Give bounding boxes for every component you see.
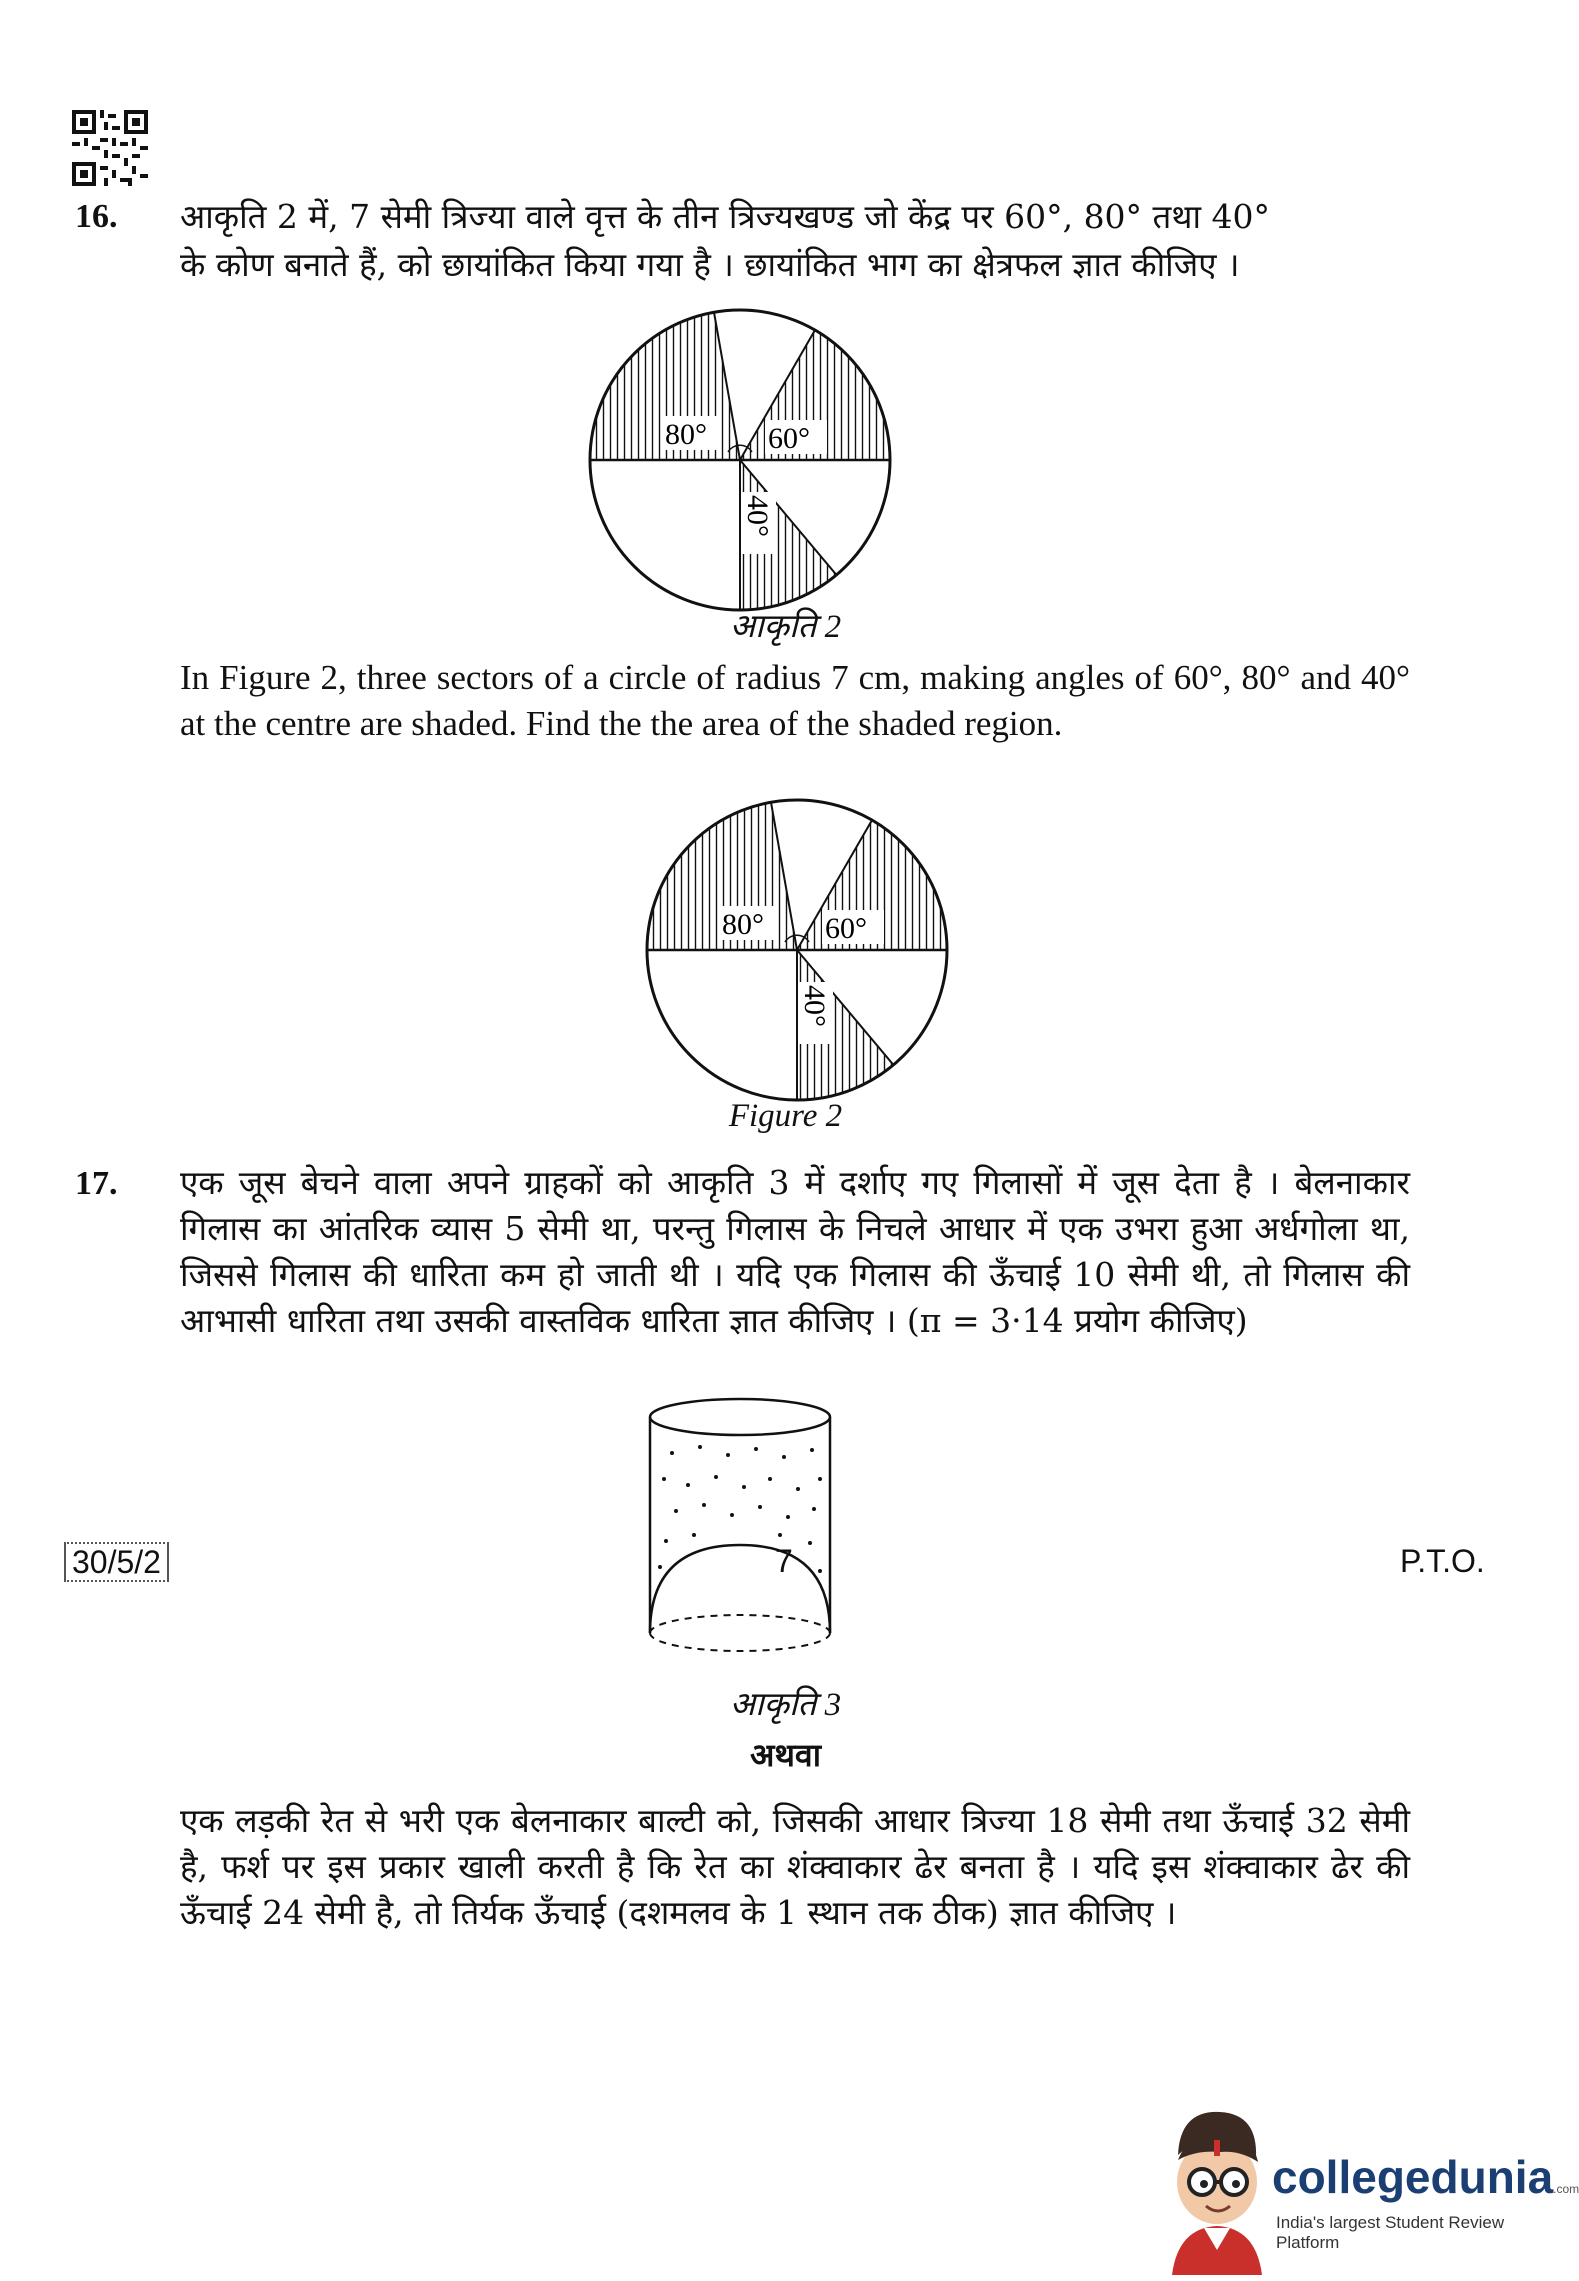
angle-label-60: 60° — [768, 422, 810, 455]
mascot-logo-icon — [1160, 2100, 1270, 2275]
brand-wordmark — [1272, 2150, 1579, 2204]
figure-3-caption: आकृति 3 — [729, 1687, 842, 1723]
q16-hindi-line-1: आकृति 2 में, 7 सेमी त्रिज्या वाले वृत्त के तीन त्रिज्यखण्ड जो केंद्र पर 60°, 80° तथा 40° — [180, 197, 1270, 236]
or-heading: अथवा — [750, 1736, 821, 1774]
qr-code-icon — [72, 110, 148, 186]
question-number-16: 16. — [75, 198, 118, 235]
figure-2-caption-english: Figure 2 — [728, 1098, 843, 1134]
angle-label-40: 40° — [741, 495, 774, 537]
angle-label-80-en: 80° — [722, 908, 764, 941]
angle-label-60-en: 60° — [825, 912, 867, 945]
glass-figure — [630, 1395, 850, 1660]
q17-hindi-text: एक जूस बेचने वाला अपने ग्राहकों को आकृति 3 में दर्शाए गए गिलासों में जूस देता है । बेलनाकार गिलास का आंतरिक व्यास 5 सेमी था, परन्तु गिलास के निचले आधार में एक उभरा हुआ अर्धगोला था, जिससे गिलास की धारिता कम हो जाती थी । यदि एक गिलास की ऊँचाई 10 सेमी थी, तो गिलास की आभासी धारिता तथा उसकी वास्तविक धारिता ज्ञात कीजिए । (π = 3·14 प्रयोग कीजिए) — [180, 1163, 1410, 1340]
brand-tagline: India's largest Student Review Platform — [1276, 2213, 1505, 2252]
page-number: 7 — [775, 1543, 793, 1579]
sector-figure-english — [647, 800, 947, 1100]
pto-label: P.T.O. — [1400, 1543, 1485, 1579]
angle-label-40-en: 40° — [798, 985, 831, 1027]
question-number-17: 17. — [75, 1165, 118, 1202]
angle-label-80: 80° — [665, 418, 707, 451]
q16-hindi-line-2: के कोण बनाते हैं, को छायांकित किया गया है । छायांकित भाग का क्षेत्रफल ज्ञात कीजिए । — [180, 245, 1240, 284]
brand-domain: .com — [1553, 2182, 1579, 2196]
paper-code: 30/5/2 — [64, 1542, 169, 1582]
figure-2-caption-hindi: आकृति 2 — [729, 609, 842, 645]
q16-english-text: In Figure 2, three sectors of a circle of radius 7 cm, making angles of 60°, 80° and 40° at the centre are shaded. Find the the area of the shaded region. — [180, 658, 1410, 743]
q17-or-text: एक लड़की रेत से भरी एक बेलनाकार बाल्टी को, जिसकी आधार त्रिज्या 18 सेमी तथा ऊँचाई 32 सेमी है, फर्श पर इस प्रकार खाली करती है कि रेत का शंक्वाकार ढेर बनता है । यदि इस शंक्वाकार ढेर की ऊँचाई 24 सेमी है, तो तिर्यक ऊँचाई (दशमलव के 1 स्थान तक ठीक) ज्ञात कीजिए । — [180, 1801, 1410, 1932]
brand-name: collegedunia — [1272, 2151, 1554, 2203]
sector-figure-hindi — [590, 310, 890, 610]
